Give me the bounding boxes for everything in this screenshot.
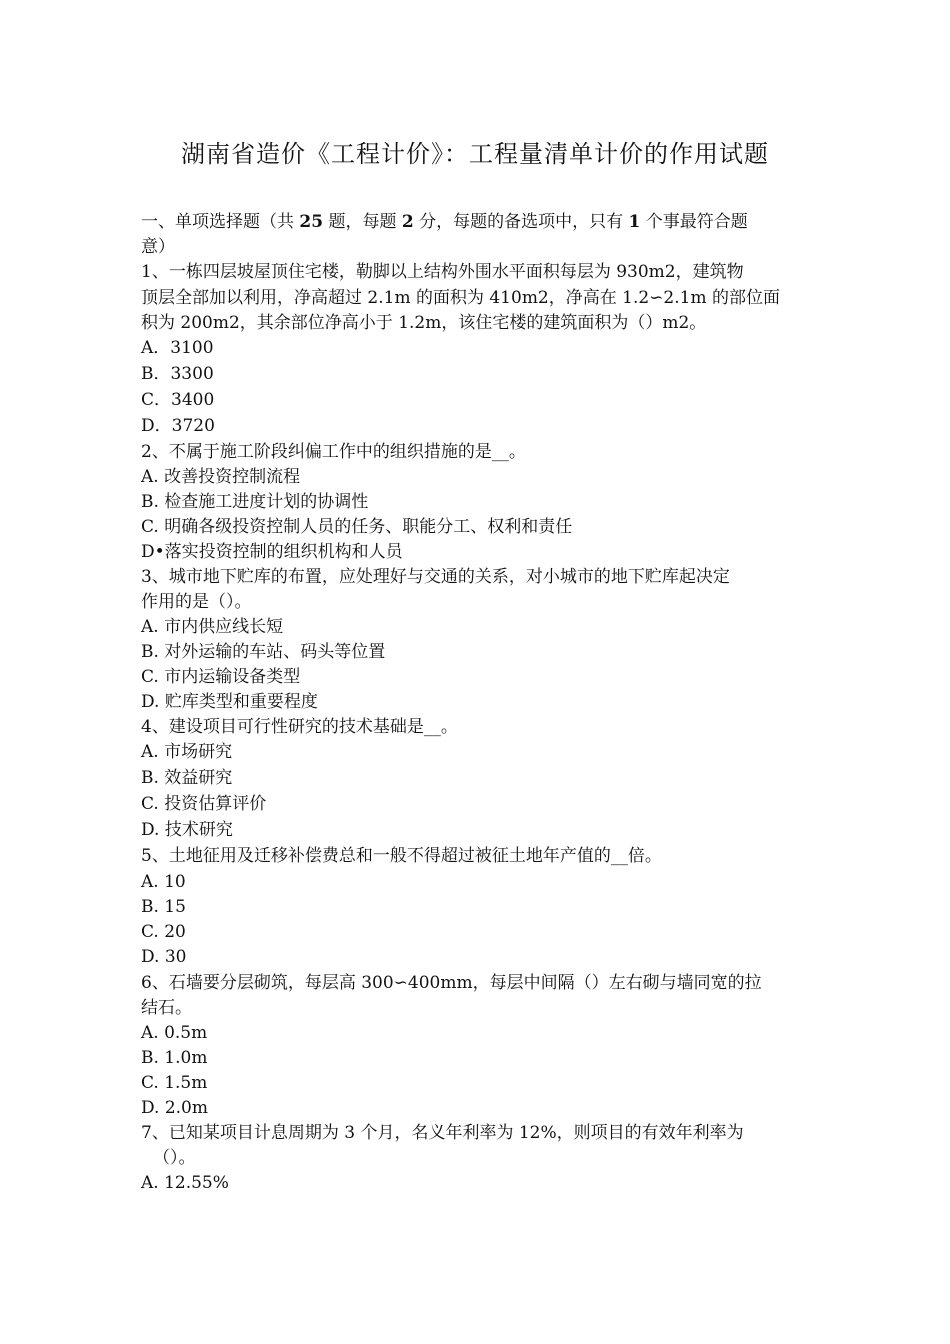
section-header-line-2: 意） <box>141 237 175 257</box>
document-title: 湖南省造价《工程计价》：工程量清单计价的作用试题 <box>181 140 769 168</box>
question-1-option-c: C．3400 <box>141 390 215 410</box>
question-6-line-1: 6、石墙要分层砌筑，每层高 300∽400mm，每层中间隔（）左右砌与墙同宽的拉 <box>141 973 762 993</box>
document-body <box>141 210 821 1196</box>
question-3-option-a: A. 市内供应线长短 <box>141 617 284 637</box>
section-header-only: 1 <box>628 212 641 232</box>
section-header-score: 2 <box>401 212 414 232</box>
question-6-option-c: C. 1.5m <box>141 1073 208 1093</box>
section-header-text-mid2: 分，每题的备选项中，只有 <box>413 212 629 232</box>
question-2-option-c: C. 明确各级投资控制人员的任务、职能分工、权利和责任 <box>141 517 573 537</box>
question-4-option-a: A. 市场研究 <box>141 742 233 762</box>
question-1-line-1: 1、一栋四层坡屋顶住宅楼，勒脚以上结构外围水平面积每层为 930m2，建筑物 <box>141 262 744 282</box>
question-2-option-b: B. 检查施工进度计划的协调性 <box>141 492 369 512</box>
question-3-option-c: C. 市内运输设备类型 <box>141 667 301 687</box>
question-5-option-a: A. 10 <box>141 872 186 892</box>
question-2-option-d: D•落实投资控制的组织机构和人员 <box>141 542 403 562</box>
question-7-line-2: （）。 <box>153 1148 196 1168</box>
section-header-count: 25 <box>299 212 324 232</box>
question-3-option-b: B. 对外运输的车站、码头等位置 <box>141 642 386 662</box>
question-3-line-1: 3、城市地下贮库的布置，应处理好与交通的关系，对小城市的地下贮库起决定 <box>141 567 730 587</box>
question-1-option-b: B．3300 <box>141 364 214 384</box>
question-1-option-a: A．3100 <box>141 338 214 358</box>
question-1-line-2: 顶层全部加以利用，净高超过 2.1m 的面积为 410m2，净高在 1.2∽2.1m 的部位面 <box>141 288 780 308</box>
question-5-line-1: 5、土地征用及迁移补偿费总和一般不得超过被征土地年产值的__倍。 <box>141 846 662 866</box>
question-1-option-d: D．3720 <box>141 416 215 436</box>
question-4-line-1: 4、建设项目可行性研究的技术基础是__。 <box>141 717 458 737</box>
section-header-line-1 <box>141 210 821 235</box>
question-5-option-d: D. 30 <box>141 947 187 967</box>
question-3-line-2: 作用的是（）。 <box>141 592 252 612</box>
question-7-option-a: A. 12.55% <box>141 1173 229 1193</box>
section-header-text-prefix: 一、单项选择题（共 <box>141 212 300 232</box>
question-6-option-a: A. 0.5m <box>141 1023 208 1043</box>
section-header-text-suffix: 个事最符合题 <box>640 212 748 232</box>
question-7-line-1: 7、已知某项目计息周期为 3 个月，名义年利率为 12%，则项目的有效年利率为 <box>141 1123 744 1143</box>
question-4-option-c: C. 投资估算评价 <box>141 794 267 814</box>
question-3-option-d: D. 贮库类型和重要程度 <box>141 692 318 712</box>
question-6-line-2: 结石。 <box>141 998 192 1018</box>
question-6-option-d: D. 2.0m <box>141 1098 208 1118</box>
question-2-option-a: A. 改善投资控制流程 <box>141 467 301 487</box>
question-4-option-d: D. 技术研究 <box>141 820 233 840</box>
question-5-option-b: B. 15 <box>141 897 186 917</box>
question-5-option-c: C. 20 <box>141 922 186 942</box>
question-4-option-b: B. 效益研究 <box>141 768 233 788</box>
question-6-option-b: B. 1.0m <box>141 1048 208 1068</box>
question-2-line-1: 2、不属于施工阶段纠偏工作中的组织措施的是__。 <box>141 442 526 462</box>
question-1-line-3: 积为 200m2，其余部位净高小于 1.2m，该住宅楼的建筑面积为（）m2。 <box>141 313 707 333</box>
section-header-text-mid1: 题，每题 <box>323 212 402 232</box>
